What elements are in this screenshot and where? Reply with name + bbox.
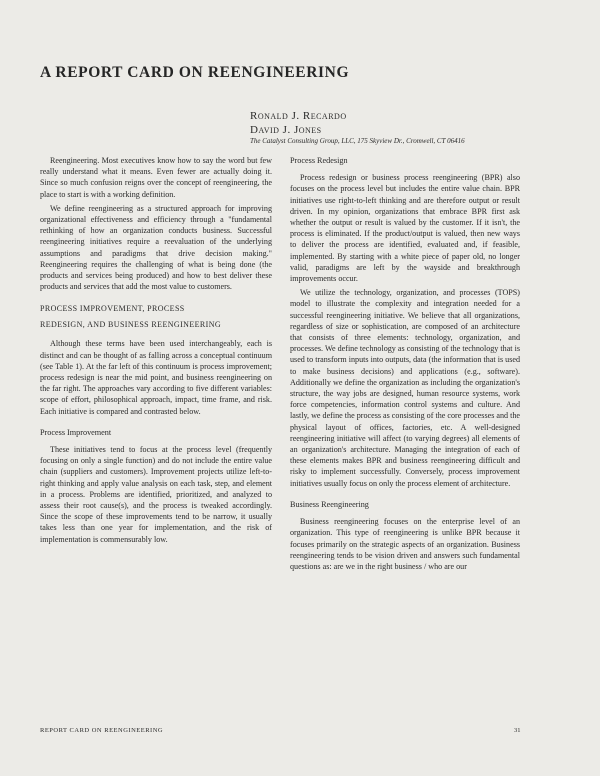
running-footer: REPORT CARD ON REENGINEERING: [40, 727, 164, 734]
section-heading-line: PROCESS IMPROVEMENT, PROCESS: [40, 304, 185, 314]
author-name: Ronald J. Recardo: [250, 110, 347, 122]
author-name: David J. Jones: [250, 124, 322, 136]
article-title: A REPORT CARD ON REENGINEERING: [40, 64, 350, 81]
paragraph: We define reengineering as a structured approach for improving organizational effectiveness and efficiency through a "fundamental rethinking of how an organization conducts business. Successful reengineering initiatives require a reevaluation of the underlying assumptions and paradigms that drive decision making." Reengineering requires the challenging of what is being done (the products and services being produced) and how to best deliver these products and services that add the most value to customers.: [40, 203, 272, 292]
section-heading-line: REDESIGN, AND BUSINESS REENGINEERING: [40, 320, 222, 330]
paragraph: These initiatives tend to focus at the process level (frequently focusing on only a single function) and do not include the entire value chain (suppliers and customers). Improvement projects utilize left-to-right thinking and apply value analysis on each task, step, and element in a process. Problems are identified, prioritized, and analyzed to assess their root cause(s), and the process is tweaked accordingly. Since the scope of these improvements tend to be narrow, it usually takes less than one year for implementation, and the risk of implementation is commensurably low.: [40, 445, 272, 544]
paragraph: Business reengineering focuses on the enterprise level of an organization. This type of reengineering is unlike BPR because it focuses primarily on the strategic aspects of an organization. Business reengineering tends to be vision driven and answers such fundamental questions as: are we in the right business / who are our: [290, 517, 520, 571]
paragraph: Process redesign or business process reengineering (BPR) also focuses on the process level but includes the entire value chain. BPR initiatives use right-to-left thinking and are therefore output or result driven. In my opinion, organizations that embrace BPR first ask whether the output or result is valued by the customer. If it isn't, the process is eliminated. If the product/output is valued, then new ways to deliver the process are identified, evaluated and, if feasible, implemented. By starting with a white piece of paper old, no longer valid, paradigms are left by the wayside and breakthrough improvements occur.: [290, 173, 520, 284]
page-number: 31: [514, 727, 521, 734]
author-block: [250, 109, 347, 137]
paragraph: Reengineering. Most executives know how to say the word but few really understand what it means. Even fewer are actually doing it. Since so much confusion reigns over the concept of reengineering, the place to start is with a working definition.: [40, 156, 272, 199]
right-column: [290, 155, 520, 575]
paragraph: We utilize the technology, organization, and processes (TOPS) model to illustrate the complexity and integration needed for a successful reengineering initiative. We believe that all organizations, regardless of size or sophistication, are composed of an architecture that consists of three elements: technology, organization, and processes. We define technology as consisting of the technology that is used to transform inputs into outputs, data (the information that is used to make business decisions) and applications (e.g., software). Additionally we define the organization as including the organization's structure, the way jobs are designed, human resource systems, work force competencies, information control systems and culture. And lastly, we define the process as consisting of the core processes and the physical layout of offices, factories, etc. A well-designed reengineering initiative will affect (to varying degrees) all elements of an organization's architecture. Managing the integration of each of these elements makes BPR and business reengineering difficult and risky to implement successfully. Conversely, process improvement initiatives usually focus on only the process element of architecture.: [290, 288, 520, 488]
left-column: [40, 155, 272, 548]
author-affiliation: The Catalyst Consulting Group, LLC, 175 Skyview Dr., Cromwell, CT 06416: [250, 137, 465, 145]
subsection-heading: Business Reengineering: [290, 499, 369, 509]
paragraph: Although these terms have been used interchangeably, each is distinct and can be thought of as falling across a conceptual continuum (see Table 1). At the far left of this continuum is process improvement; process redesign is near the mid point, and business reengineering on the far right. The approaches vary according to five different variables: scope of effort, philosophical approach, impact, time frame, and risk. Each initiative is compared and contrasted below.: [40, 339, 272, 416]
subsection-heading: Process Redesign: [290, 156, 348, 165]
subsection-heading: Process Improvement: [40, 427, 112, 437]
section-heading: [40, 301, 272, 333]
